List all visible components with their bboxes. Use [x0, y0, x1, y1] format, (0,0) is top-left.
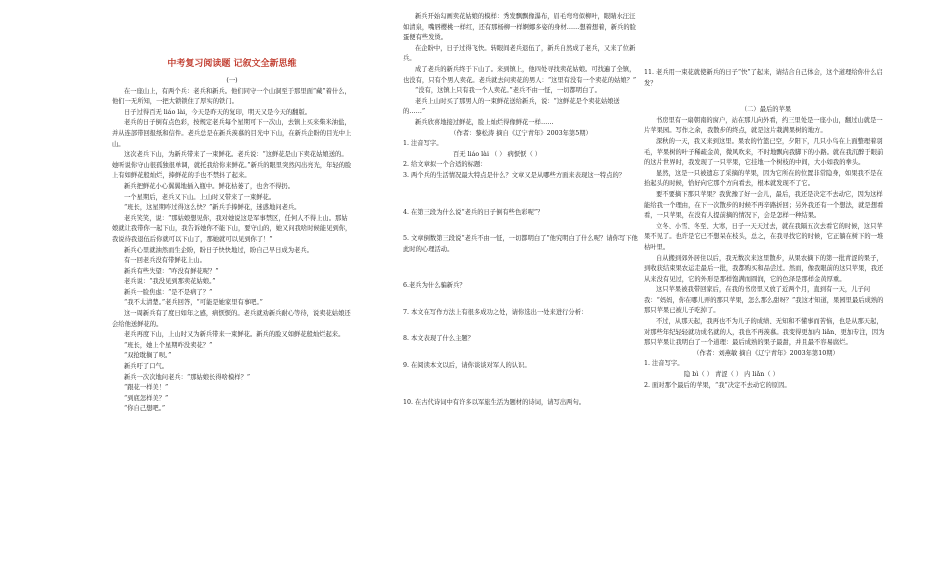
paragraph-7: “班长，这星期咋过得这么快？”新兵手捧鲜花，迷惑地问老兵。 — [124, 204, 301, 212]
question-1-blanks: 百无 liáo lài （ ） 病恹恹（ ） — [453, 150, 542, 158]
paragraph-12: 老兵说：“我没见到那卖花姑娘。” — [124, 278, 216, 286]
question-2-2: 2. 面对那个最后的苹果，“我”决定不去动它的原因。 — [644, 381, 791, 389]
paragraph-1: 书房里有一扇朝南的窗户，站在那儿向外看，约三里处是一座小山，翻过山就是一片苹果园。写作之余，我散步的终点，就是这片栽满果树的地方。 — [644, 116, 883, 135]
paragraph-5: 立冬、小雪、冬至、大寒，日子一天天过去，就在我隔五次去看它的时候，这只苹果不见了。也许是它已不想呆在枝头，总之，在我寻找它的时候，它正躺在树下的一堆枯叶里。 — [644, 222, 884, 251]
document-title: 中考复习阅读题 记叙文全新思维 — [167, 59, 297, 69]
paragraph-11: 新兵有些失望：“咋没有鲜花呢？” — [124, 267, 219, 275]
paragraph-21: “跟花一样美！” — [124, 384, 169, 392]
paragraph-19: 新兵吁了口气。 — [124, 363, 169, 371]
paragraph-20: 新兵一次次地问老兵：“那姑娘长得啥模样？” — [124, 373, 251, 381]
column-middle — [403, 12, 639, 408]
paragraph-23: “你自己想吧。” — [124, 405, 166, 413]
paragraph-8: 不过，从那天起，我再也不为儿子的成绩、无知和不懂事而苦恼，也是从那天起，对那些年纪轻轻就功成名就的人，我也不再羡慕。我变得更加内 liǎn、更加专注，因为那只苹果让我明白了一个道理：最后成熟的果子最甜，并且最不容易腐烂。 — [644, 318, 885, 347]
paragraph-10: 有一回老兵没有带鲜花上山。 — [124, 257, 206, 265]
paragraph-13: 新兵一脸焦虑：“是不是病了？” — [124, 288, 213, 296]
paragraph-5: 新兵把鲜花小心翼翼地插入瓶中。鲜花枯萎了，也舍不得扔。 — [124, 182, 295, 190]
paragraph-5: 老兵上山时买了那男人的一束鲜花送给新兵，说：“这鲜花是个卖花姑娘送的……” — [403, 97, 620, 116]
question-9: 9. 在阅读本文以后，请你谈谈对军人的认识。 — [403, 362, 531, 370]
question-5: 5. 文章倒数第三段说“老兵不由一怔，一切都明白了”他究明白了什么呢？请你写下他此时的心理活动。 — [403, 235, 638, 253]
paragraph-1: 新兵开始勾画卖花姑娘的模样：秀发飘飘像瀑布，眉毛弯弯似柳叶，眼睛水汪汪如清泉，嘴唇樱桃一样红，还有那杨柳一样婀娜多姿的身材……想着想着，新兵的脸蛋便有些发烫。 — [403, 13, 636, 42]
question-6: 6.老兵为什么骗新兵？ — [403, 282, 466, 290]
question-2-1-blanks: 隐 bì（ ） 青涩（ ） 内 liǎn（ ） — [684, 371, 779, 379]
paragraph-6: 新兵欣喜地接过鲜花，脸上灿烂得像鲜花一样…… — [415, 118, 554, 126]
section-2-title: （二）最后的苹果 — [740, 106, 792, 114]
paragraph-6: 一个星期后，老兵又下山。上山时又带来了一束鲜花。 — [124, 193, 276, 201]
story-continued-paragraphs — [403, 12, 639, 129]
paragraph-3: 老兵的日子倒有点色彩，按规定老兵每个星期可下一次山，去镇上买来柴米油盐，并从连部带回报纸和信件。老兵总是在新兵羡慕的目光中下山，在新兵企盼的目光中上山。 — [112, 119, 352, 148]
section-number: (一) — [226, 77, 238, 84]
source-citation: （作者：黎松涛 摘自《辽宁青年》2003年第5期） — [450, 129, 592, 137]
column-left — [112, 76, 352, 415]
paragraph-1: 在一座山上，有两个兵：老兵和新兵。他们同守一个山洞至于那里面“藏”着什么，他们一无所知，一把大锁锁住了厚实的铁门。 — [112, 87, 351, 106]
question-4: 4. 在第三段为什么说“老兵的日子倒有些色彩呢”？ — [403, 208, 544, 216]
question-7: 7. 本文在写作方法上有很多成功之处，请你选出一处来进行分析： — [403, 308, 588, 316]
paragraph-17: “班长，她上个星期咋没卖花？” — [124, 341, 213, 349]
paragraph-3: 成了老兵的新兵终于下山了。来到镇上，他四处寻找卖花姑娘。可找遍了全镇，也没有，只有个男人卖花。老兵就去问卖花的男人：“这里有没有一个卖花的姑娘？” — [403, 65, 637, 84]
paragraph-7: 这只苹果被我带回家后，在我的书房里又放了近两个月，直到有一天，儿子问我：“妈妈，你在哪儿弄的那只苹果，怎么那么甜呀？”我这才知道，果园里最后成熟的那只苹果已被儿子吃掉了。 — [644, 286, 884, 315]
paragraph-3: 显然，这是一只被遗忘了采摘的苹果，因为它所在的位置非常隐身，如果我不是在抬起头的时候，恰好向它那个方向看去，根本就发现不了它。 — [644, 169, 883, 188]
paragraph-2: 深秋的一天，我又来到这里。果农的竹篮已空，夕阳下，几只小鸟在上面整理着羽毛，苹果树的叶子稀疏金黄，微风吹来，不时地飘向我脚下的小路。就在我沉醉于眼前的这片世界时，我发现了一只苹果，它挂地一个树枝的中间，大小如我的拳头。 — [644, 137, 884, 167]
paragraph-2: 日子过得百无 liáo lài，今天是昨天的复印，明天又是今天的翻版。 — [124, 108, 312, 116]
column-right — [644, 68, 888, 391]
apple-story-paragraphs — [644, 116, 888, 349]
paragraph-4: “没有，这镇上只有我一个人卖花。”老兵不由一怔，一切都明白了。 — [415, 87, 601, 95]
paragraph-18: “双抢耽搁了呗。” — [124, 352, 172, 360]
paragraph-14: “我不太清楚。”老兵回答，“可能是她家里有事吧。” — [124, 299, 263, 307]
question-3: 3. 两个兵的生活情况最大特点是什么？文章又是从哪些方面来表现这一特点的？ — [403, 171, 626, 179]
paragraph-16: 老兵再度下山，上山时又为新兵带来一束鲜花。新兵的脸又如鲜花般灿烂起来。 — [124, 331, 345, 339]
question-1: 1. 注音写字。 — [403, 140, 443, 148]
paragraph-8: 老兵笑笑，说：“那姑娘想见你，我对她说这是军事禁区，任何人不得上山。那姑娘就让我带你一起下山，我告诉她你不能下山，要守山的，她又问我啥时候能见到你，我说待我退伍后你就可以下山了，那她就可以见到你了！” — [112, 214, 352, 243]
paragraph-9: 新兵心里就油然而生企盼，盼日子快快地过，盼自己早日成为老兵。 — [124, 246, 313, 254]
source-citation-2: （作者：刘燕敏 摘自《辽宁青年》2003年第10期） — [693, 349, 839, 357]
story-paragraphs — [112, 87, 352, 415]
paragraph-15: 这一周新兵有了度日如年之感，病恹恹的。老兵就劝新兵耐心等待，说卖花姑娘还会给他送鲜花的。 — [112, 310, 351, 328]
question-10: 10. 在古代诗词中有许多以军旅生活为题材的诗词，请写出两句。 — [403, 398, 586, 406]
question-11: 11. 老兵用一束花就使新兵的日子“快”了起来，请结合自己体会，这个道理给你什么启发？ — [644, 69, 883, 87]
question-2: 2. 给文章拟一个合适的标题： — [403, 161, 487, 169]
question-8: 8. 本文表现了什么主题？ — [403, 335, 474, 343]
paragraph-22: “到底怎样美？” — [124, 394, 169, 402]
question-2-1: 1. 注音写字。 — [644, 360, 684, 368]
paragraph-6: 自从搬到郊外居住以后，我无数次来这里散步，从果农摘下的第一批青涩的果子，到收获结束果农运走最后一批，我都购买和品尝过。然而，像我眼前的这只苹果，我还从来没有见过，它的外形是那样饱满而圆润，它的色泽是那样金黄厚重。 — [644, 254, 884, 283]
paragraph-4: 这次老兵下山，为新兵带来了一束鲜花。老兵说：“这鲜花是山下卖花姑娘送的。她听说你守山很孤独很单调，就托我给你来鲜花。”新兵的眼里突然闪出亮光，年轻的脸上有如鲜花般灿烂，捧鲜花的手也不禁抖了起来。 — [112, 151, 352, 180]
paragraph-4: 要不要摘下那只苹果？我犹豫了好一会儿，最后，我还是决定不去动它，因为这样能给我一个理由，在下一次散步的时候不再辛路折回；另外我还有一个想法，就是想看看，一只苹果，在没有人提前摘的情况下，会是怎样一种结果。 — [644, 190, 884, 220]
paragraph-2: 在企盼中，日子过得飞快。转眼间老兵退伍了，新兵自然成了老兵，又来了位新兵。 — [403, 44, 636, 63]
